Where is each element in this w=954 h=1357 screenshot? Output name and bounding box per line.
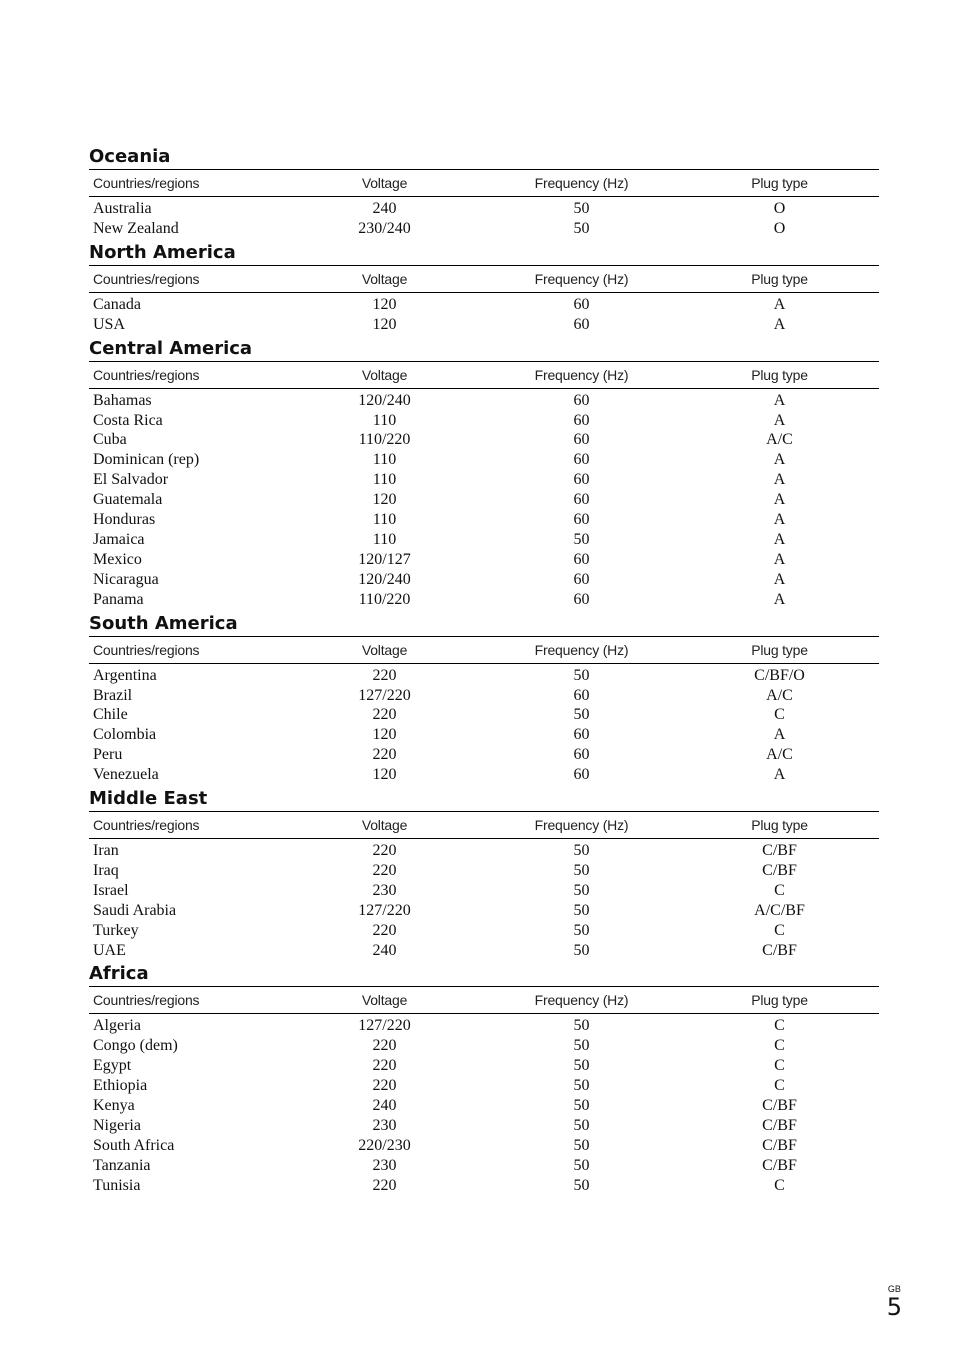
country-header: Countries/regions bbox=[89, 812, 286, 839]
frequency-cell: 50 bbox=[573, 941, 590, 959]
header-row bbox=[89, 987, 879, 1014]
table-row bbox=[89, 1116, 879, 1136]
table-row bbox=[89, 1096, 879, 1116]
table-row bbox=[89, 901, 879, 921]
table-row bbox=[89, 663, 879, 685]
section-north-america bbox=[89, 241, 879, 337]
country-cell: Colombia bbox=[93, 726, 157, 744]
table-row bbox=[89, 550, 879, 570]
country-cell: Mexico bbox=[93, 550, 142, 568]
plug-type-cell: C/BF bbox=[762, 1136, 797, 1154]
voltage-cell: 220 bbox=[372, 842, 397, 860]
country-cell: Brazil bbox=[93, 686, 133, 704]
header-row bbox=[89, 361, 879, 388]
frequency-cell: 50 bbox=[573, 1117, 590, 1134]
plug-type-cell: A bbox=[773, 570, 786, 588]
voltage-header: Voltage bbox=[286, 170, 483, 197]
plug-type-cell: C bbox=[774, 1077, 785, 1095]
plug-type-cell: A bbox=[773, 391, 786, 409]
plug-type-cell: C bbox=[774, 921, 785, 939]
frequency-cell: 50 bbox=[573, 921, 590, 939]
voltage-cell: 220 bbox=[372, 1037, 397, 1055]
plug-type-cell: C/BF bbox=[762, 861, 797, 879]
plug-type-cell: O bbox=[773, 219, 786, 237]
voltage-cell: 220 bbox=[372, 1176, 397, 1194]
country-cell: Cuba bbox=[93, 431, 127, 449]
voltage-header: Voltage bbox=[286, 265, 483, 292]
voltage-cell: 127/220 bbox=[358, 901, 411, 919]
frequency-cell: 50 bbox=[573, 666, 590, 684]
voltage-cell: 120 bbox=[372, 766, 397, 784]
frequency-cell: 60 bbox=[573, 570, 590, 588]
country-cell: Guatemala bbox=[93, 491, 163, 509]
plug-type-header: Plug type bbox=[680, 636, 879, 663]
section-title: South America bbox=[89, 612, 238, 634]
plug-type-cell: A bbox=[773, 766, 786, 784]
frequency-cell: 50 bbox=[573, 1097, 590, 1115]
frequency-cell: 50 bbox=[573, 1136, 590, 1154]
country-cell: Algeria bbox=[93, 1017, 141, 1035]
country-cell: New Zealand bbox=[93, 219, 179, 237]
voltage-table bbox=[89, 811, 879, 962]
country-cell: Egypt bbox=[93, 1057, 132, 1075]
header-row bbox=[89, 812, 879, 839]
voltage-cell: 220 bbox=[372, 861, 397, 879]
plug-type-header: Plug type bbox=[680, 361, 879, 388]
frequency-cell: 60 bbox=[573, 391, 590, 409]
country-header: Countries/regions bbox=[89, 987, 286, 1014]
voltage-cell: 120 bbox=[372, 295, 397, 313]
frequency-cell: 50 bbox=[573, 706, 590, 724]
voltage-cell: 110 bbox=[372, 411, 397, 429]
plug-type-cell: A bbox=[773, 726, 786, 744]
plug-type-cell: A bbox=[773, 550, 786, 568]
frequency-cell: 60 bbox=[573, 451, 590, 469]
plug-type-cell: A bbox=[773, 295, 786, 313]
table-row bbox=[89, 388, 879, 410]
voltage-header: Voltage bbox=[286, 987, 483, 1014]
country-cell: Tanzania bbox=[93, 1156, 151, 1174]
voltage-table bbox=[89, 986, 879, 1197]
header-row bbox=[89, 170, 879, 197]
plug-type-cell: A/C bbox=[766, 431, 793, 449]
table-row bbox=[89, 1136, 879, 1156]
frequency-cell: 60 bbox=[573, 471, 590, 489]
country-header: Countries/regions bbox=[89, 636, 286, 663]
country-cell: Peru bbox=[93, 746, 123, 764]
country-cell: Jamaica bbox=[93, 530, 145, 548]
country-cell: Nigeria bbox=[93, 1117, 141, 1134]
country-cell: Nicaragua bbox=[93, 570, 159, 588]
section-central-america bbox=[89, 337, 879, 612]
header-row bbox=[89, 636, 879, 663]
plug-type-cell: A bbox=[773, 451, 786, 469]
country-cell: Canada bbox=[93, 295, 141, 313]
frequency-cell: 60 bbox=[573, 491, 590, 509]
voltage-cell: 110/220 bbox=[358, 431, 411, 449]
voltage-cell: 127/220 bbox=[358, 686, 411, 704]
table-row bbox=[89, 1076, 879, 1096]
table-row bbox=[89, 470, 879, 490]
country-header: Countries/regions bbox=[89, 170, 286, 197]
plug-type-cell: A/C bbox=[766, 686, 793, 704]
plug-type-header: Plug type bbox=[680, 170, 879, 197]
frequency-cell: 60 bbox=[573, 295, 590, 313]
frequency-cell: 50 bbox=[573, 219, 590, 237]
country-cell: Venezuela bbox=[93, 766, 159, 784]
table-row bbox=[89, 839, 879, 861]
voltage-table bbox=[89, 361, 879, 612]
frequency-header: Frequency (Hz) bbox=[483, 361, 680, 388]
frequency-cell: 50 bbox=[573, 1057, 590, 1075]
section-title: Middle East bbox=[89, 788, 208, 810]
country-cell: UAE bbox=[93, 941, 126, 959]
section-middle-east bbox=[89, 787, 879, 962]
frequency-cell: 60 bbox=[573, 766, 590, 784]
plug-type-cell: C/BF bbox=[762, 941, 797, 959]
country-cell: Iran bbox=[93, 842, 119, 860]
country-cell: El Salvador bbox=[93, 471, 169, 489]
plug-type-cell: C/BF/O bbox=[754, 666, 805, 684]
table-row bbox=[89, 510, 879, 530]
voltage-cell: 220/230 bbox=[358, 1136, 411, 1154]
frequency-cell: 60 bbox=[573, 431, 590, 449]
frequency-cell: 60 bbox=[573, 590, 590, 608]
frequency-cell: 60 bbox=[573, 511, 590, 529]
plug-type-cell: A bbox=[773, 411, 786, 429]
country-cell: Australia bbox=[93, 200, 152, 217]
voltage-cell: 220 bbox=[372, 746, 397, 764]
frequency-cell: 50 bbox=[573, 881, 590, 899]
plug-type-cell: A bbox=[773, 590, 786, 608]
page-marker bbox=[887, 1284, 902, 1320]
plug-type-cell: A bbox=[773, 471, 786, 489]
voltage-cell: 120 bbox=[372, 726, 397, 744]
plug-type-cell: A bbox=[773, 491, 786, 509]
frequency-cell: 50 bbox=[573, 530, 590, 548]
country-header: Countries/regions bbox=[89, 265, 286, 292]
voltage-tables bbox=[89, 145, 879, 1198]
table-row bbox=[89, 292, 879, 314]
table-row bbox=[89, 725, 879, 745]
voltage-header: Voltage bbox=[286, 812, 483, 839]
table-row bbox=[89, 490, 879, 510]
frequency-cell: 60 bbox=[573, 686, 590, 704]
page-number: 5 bbox=[886, 1293, 902, 1321]
plug-type-cell: C bbox=[774, 706, 785, 724]
voltage-cell: 240 bbox=[372, 1097, 397, 1115]
country-cell: Ethiopia bbox=[93, 1077, 148, 1095]
frequency-cell: 60 bbox=[573, 746, 590, 764]
plug-type-cell: C/BF bbox=[762, 1097, 797, 1115]
frequency-cell: 60 bbox=[573, 550, 590, 568]
table-row bbox=[89, 1036, 879, 1056]
plug-type-cell: C bbox=[774, 1176, 785, 1194]
voltage-cell: 230 bbox=[372, 1117, 397, 1134]
plug-type-cell: C bbox=[774, 1057, 785, 1075]
plug-type-header: Plug type bbox=[680, 987, 879, 1014]
table-row bbox=[89, 430, 879, 450]
frequency-cell: 50 bbox=[573, 842, 590, 860]
country-cell: Congo (dem) bbox=[93, 1037, 178, 1055]
table-row bbox=[89, 197, 879, 219]
country-cell: Tunisia bbox=[93, 1176, 141, 1194]
voltage-cell: 120/127 bbox=[358, 550, 411, 568]
plug-type-cell: A bbox=[773, 315, 786, 333]
frequency-header: Frequency (Hz) bbox=[483, 812, 680, 839]
table-row bbox=[89, 765, 879, 787]
voltage-cell: 110 bbox=[372, 530, 397, 548]
voltage-cell: 110 bbox=[372, 511, 397, 529]
voltage-cell: 220 bbox=[372, 921, 397, 939]
frequency-cell: 50 bbox=[573, 1156, 590, 1174]
section-africa bbox=[89, 962, 879, 1197]
table-row bbox=[89, 921, 879, 941]
voltage-cell: 110 bbox=[372, 451, 397, 469]
table-row bbox=[89, 861, 879, 881]
frequency-cell: 50 bbox=[573, 1037, 590, 1055]
section-title: Africa bbox=[89, 963, 149, 985]
table-row bbox=[89, 450, 879, 470]
frequency-cell: 50 bbox=[573, 1017, 590, 1035]
section-south-america bbox=[89, 612, 879, 787]
table-row bbox=[89, 1014, 879, 1036]
language-code: GB bbox=[887, 1284, 901, 1294]
country-cell: Saudi Arabia bbox=[93, 901, 177, 919]
plug-type-header: Plug type bbox=[680, 812, 879, 839]
voltage-header: Voltage bbox=[286, 361, 483, 388]
plug-type-cell: C bbox=[774, 881, 785, 899]
plug-type-cell: A bbox=[773, 530, 786, 548]
frequency-cell: 50 bbox=[573, 200, 590, 217]
country-cell: Honduras bbox=[93, 511, 156, 529]
country-cell: Panama bbox=[93, 590, 144, 608]
section-title: North America bbox=[89, 241, 236, 263]
plug-type-cell: C/BF bbox=[762, 842, 797, 860]
country-cell: Dominican (rep) bbox=[93, 451, 200, 469]
table-row bbox=[89, 705, 879, 725]
voltage-cell: 240 bbox=[372, 200, 397, 217]
country-cell: Turkey bbox=[93, 921, 139, 939]
country-cell: USA bbox=[93, 315, 126, 333]
voltage-cell: 110 bbox=[372, 471, 397, 489]
country-cell: Argentina bbox=[93, 666, 157, 684]
table-row bbox=[89, 570, 879, 590]
voltage-table bbox=[89, 636, 879, 787]
plug-type-cell: C/BF bbox=[762, 1156, 797, 1174]
table-row bbox=[89, 941, 879, 963]
frequency-header: Frequency (Hz) bbox=[483, 265, 680, 292]
voltage-cell: 120 bbox=[372, 315, 397, 333]
plug-type-header: Plug type bbox=[680, 265, 879, 292]
voltage-cell: 120 bbox=[372, 491, 397, 509]
voltage-cell: 110/220 bbox=[358, 590, 411, 608]
voltage-cell: 220 bbox=[372, 1057, 397, 1075]
table-row bbox=[89, 1056, 879, 1076]
table-row bbox=[89, 411, 879, 431]
country-cell: Israel bbox=[93, 881, 129, 899]
table-row bbox=[89, 219, 879, 241]
frequency-cell: 50 bbox=[573, 861, 590, 879]
table-row bbox=[89, 315, 879, 337]
table-row bbox=[89, 530, 879, 550]
table-row bbox=[89, 881, 879, 901]
country-cell: South Africa bbox=[93, 1136, 175, 1154]
country-cell: Kenya bbox=[93, 1097, 135, 1115]
voltage-header: Voltage bbox=[286, 636, 483, 663]
voltage-cell: 230 bbox=[372, 1156, 397, 1174]
section-oceania bbox=[89, 145, 879, 241]
section-title: Oceania bbox=[89, 146, 171, 167]
voltage-cell: 220 bbox=[372, 666, 397, 684]
plug-type-cell: O bbox=[773, 200, 786, 217]
plug-type-cell: A bbox=[773, 511, 786, 529]
country-cell: Chile bbox=[93, 706, 128, 724]
country-cell: Iraq bbox=[93, 861, 119, 879]
voltage-table bbox=[89, 169, 879, 241]
voltage-cell: 220 bbox=[372, 706, 397, 724]
plug-type-cell: C/BF bbox=[762, 1117, 797, 1134]
plug-type-cell: C bbox=[774, 1017, 785, 1035]
frequency-cell: 50 bbox=[573, 1077, 590, 1095]
table-row bbox=[89, 1156, 879, 1176]
voltage-cell: 230 bbox=[372, 881, 397, 899]
frequency-header: Frequency (Hz) bbox=[483, 987, 680, 1014]
frequency-cell: 50 bbox=[573, 1176, 590, 1194]
table-row bbox=[89, 686, 879, 706]
plug-type-cell: A/C/BF bbox=[754, 901, 805, 919]
voltage-cell: 230/240 bbox=[358, 219, 411, 237]
country-header: Countries/regions bbox=[89, 361, 286, 388]
voltage-cell: 240 bbox=[372, 941, 397, 959]
voltage-cell: 120/240 bbox=[358, 570, 411, 588]
plug-type-cell: C bbox=[774, 1037, 785, 1055]
table-row bbox=[89, 745, 879, 765]
voltage-cell: 220 bbox=[372, 1077, 397, 1095]
voltage-table bbox=[89, 265, 879, 337]
section-title: Central America bbox=[89, 337, 253, 359]
frequency-header: Frequency (Hz) bbox=[483, 170, 680, 197]
frequency-cell: 50 bbox=[573, 901, 590, 919]
header-row bbox=[89, 265, 879, 292]
voltage-cell: 127/220 bbox=[358, 1017, 411, 1035]
table-row bbox=[89, 1176, 879, 1198]
frequency-cell: 60 bbox=[573, 315, 590, 333]
voltage-cell: 120/240 bbox=[358, 391, 411, 409]
country-cell: Costa Rica bbox=[93, 411, 163, 429]
country-cell: Bahamas bbox=[93, 391, 152, 409]
frequency-header: Frequency (Hz) bbox=[483, 636, 680, 663]
plug-type-cell: A/C bbox=[766, 746, 793, 764]
frequency-cell: 60 bbox=[573, 726, 590, 744]
frequency-cell: 60 bbox=[573, 411, 590, 429]
table-row bbox=[89, 590, 879, 612]
